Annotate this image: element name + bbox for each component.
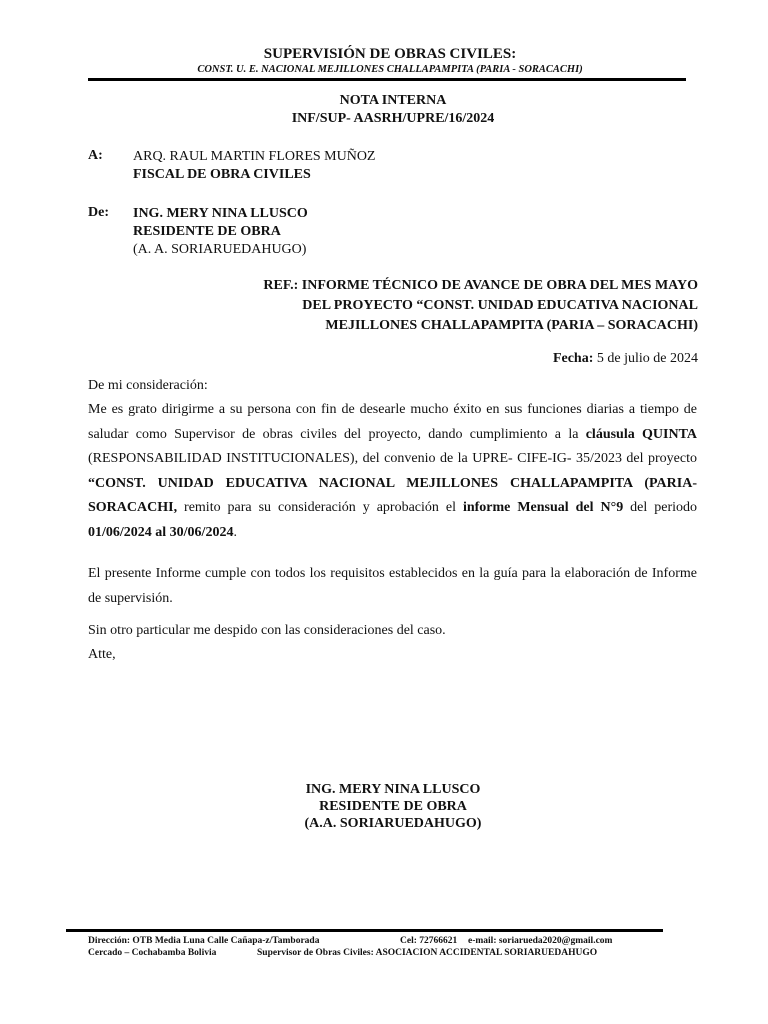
p1-period: 01/06/2024 al 30/06/2024	[88, 524, 234, 540]
ref-line-1: REF.: INFORME TÉCNICO DE AVANCE DE OBRA DEL MES MAYO	[263, 278, 698, 293]
from-role: RESIDENTE DE OBRA	[133, 224, 281, 239]
header-subtitle: CONST. U. E. NACIONAL MEJILLONES CHALLAPAMPITA (PARIA - SORACACHI)	[197, 64, 583, 75]
p1-text-e: remito para su consideración y aprobación el	[177, 500, 463, 515]
footer-address: Dirección: OTB Media Luna Calle Cañapa-z/Tamborada	[88, 936, 320, 946]
header-title: SUPERVISIÓN DE OBRAS CIVILES:	[263, 46, 517, 62]
closing-atte: Atte,	[88, 647, 116, 662]
footer-city: Cercado – Cochabamba Bolivia	[88, 948, 217, 958]
footer-supervisor: Supervisor de Obras Civiles: ASOCIACION ACCIDENTAL SORIARUEDAHUGO	[257, 948, 598, 958]
p1-text-c: (RESPONSABILIDAD INSTITUCIONALES), del convenio de la UPRE- CIFE-IG- 35/2023 del proyecto	[88, 451, 697, 466]
from-name: ING. MERY NINA LLUSCO	[133, 206, 308, 221]
signature-block	[0, 781, 768, 832]
p1-project: “CONST. UNIDAD EDUCATIVA NACIONAL MEJILLONES CHALLAPAMPITA (PARIA-SORACACHI,	[88, 475, 697, 515]
paragraph-main	[88, 398, 697, 545]
p1-text-a: Me es grato dirigirme a su persona con fin de desearle mucho éxito en sus funciones diarias a tiempo de saludar como Supervisor de obras civiles del proyecto, dando cumplimiento a la	[88, 402, 697, 442]
from-org: (A. A. SORIARUEDAHUGO)	[133, 242, 307, 257]
memo-code: INF/SUP- AASRH/UPRE/16/2024	[291, 111, 495, 126]
from-block	[133, 205, 308, 259]
to-label: A:	[88, 148, 103, 163]
paragraph-closing: Sin otro particular me despido con las consideraciones del caso.	[88, 623, 446, 638]
greeting: De mi consideración:	[88, 378, 208, 393]
ref-line-3: MEJILLONES CHALLAPAMPITA (PARIA – SORACACHI)	[325, 318, 698, 333]
signature-role: RESIDENTE DE OBRA	[319, 799, 467, 814]
footer-phone: Cel: 72766621	[400, 936, 458, 946]
p1-report: informe Mensual del N°9	[462, 500, 624, 515]
p1-text-g: del periodo	[623, 500, 698, 515]
header-divider	[88, 78, 686, 81]
to-name: ARQ. RAUL MARTIN FLORES MUÑOZ	[133, 149, 376, 164]
date-value: 5 de julio de 2024	[593, 351, 698, 366]
footer-divider	[66, 929, 663, 932]
to-role: FISCAL DE OBRA CIVILES	[133, 167, 311, 182]
to-block	[133, 148, 375, 184]
date-line	[553, 351, 698, 367]
date-label: Fecha:	[552, 351, 594, 366]
memo-type: NOTA INTERNA	[339, 93, 447, 108]
memo-heading	[0, 92, 768, 128]
signature-org: (A.A. SORIARUEDAHUGO)	[304, 816, 482, 831]
reference-block	[228, 276, 698, 336]
paragraph-requirements: El presente Informe cumple con todos los requisitos establecidos en la guía para la elaboración de Informe de supervisión.	[88, 566, 697, 606]
p1-text-i: .	[233, 524, 237, 540]
footer-email: e-mail: soriarueda2020@gmail.com	[468, 936, 613, 946]
from-label: De:	[88, 205, 109, 220]
ref-line-2: DEL PROYECTO “CONST. UNIDAD EDUCATIVA NACIONAL	[302, 298, 698, 313]
p1-clause: cláusula QUINTA	[585, 426, 697, 442]
signature-name: ING. MERY NINA LLUSCO	[305, 782, 481, 797]
